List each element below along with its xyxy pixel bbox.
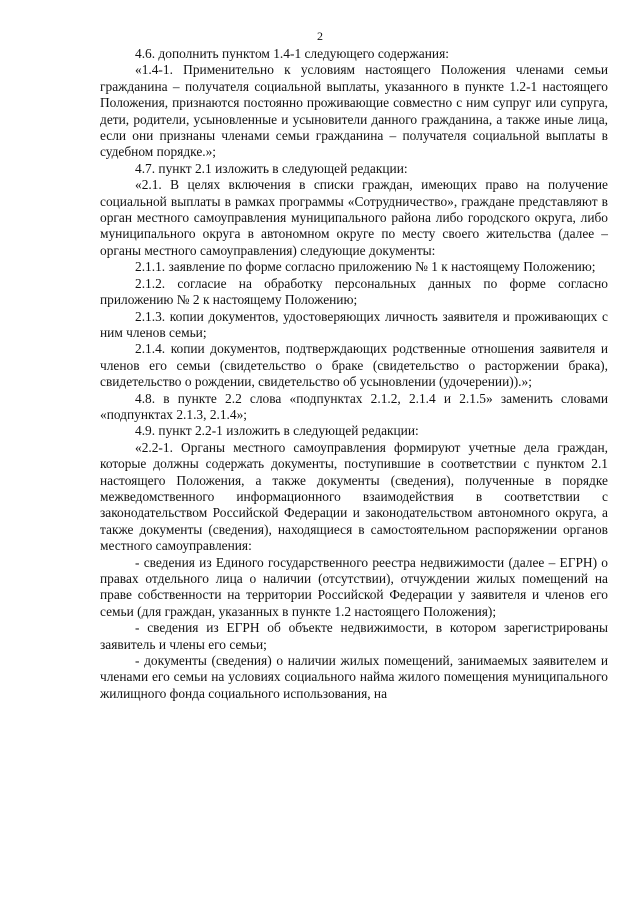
paragraph-clause-2-1-4: 2.1.4. копии документов, подтверждающих родственные отношения заявителя и членов его семьи (свидетельство о браке (свидетельство о расторжении брака), свидетельство о рождении, свидетельство об усыновлении (удочерении)).»; [100,341,608,390]
paragraph-clause-1-4-1: «1.4-1. Применительно к условиям настоящего Положения членами семьи гражданина – получателя социальной выплаты, указанного в пункте 1.2-1 настоящего Положения, признаются постоянно проживающие совместно с ним супруг или супруга, дети, родители, усыновленные и усыновители данного гражданина, а также иные лица, если они признаны членами семьи гражданина – получателя социальной выплаты в судебном порядке.»; [100,62,608,160]
paragraph-item-4-7: 4.7. пункт 2.1 изложить в следующей редакции: [135,160,408,176]
paragraph-item-4-9: 4.9. пункт 2.2-1 изложить в следующей редакции: [135,423,419,439]
page-number: 2 [317,29,323,43]
paragraph-clause-2-1-1: 2.1.1. заявление по форме согласно приложению № 1 к настоящему Положению; [135,259,596,275]
list-item-social-housing: - документы (сведения) о наличии жилых помещений, занимаемых заявителем и членами его семьи на условиях социального найма жилого помещения муниципального жилищного фонда социального использования, на [100,653,608,701]
list-item-egrn-rights: - сведения из Единого государственного реестра недвижимости (далее – ЕГРН) о правах отдельного лица о наличии (отсутствии), отчуждении жилых помещений на праве собственности на территории Российской Федерации у заявителя и членов его семьи (для граждан, указанных в пункте 1.2 настоящего Положения); [100,554,608,619]
paragraph-clause-2-1-3: 2.1.3. копии документов, удостоверяющих личность заявителя и проживающих с ним членов семьи; [100,308,608,340]
document-body [100,46,608,702]
paragraph-clause-2-1-2: 2.1.2. согласие на обработку персональных данных по форме согласно приложению № 2 к настоящему Положению; [100,275,608,308]
paragraph-item-4-6: 4.6. дополнить пунктом 1.4-1 следующего содержания: [135,46,449,61]
paragraph-clause-2-2-1: «2.2-1. Органы местного самоуправления формируют учетные дела граждан, которые должны содержать документы, поступившие в соответствии с пунктом 2.1 настоящего Положения, а также документы (сведения), полученные в порядке межведомственного информационного взаимодействия в соответствии с законодательством Российской Федерации и законодательством автономного округа, а также документы (сведения), находящиеся в самостоятельном распоряжении органов местного самоуправления: [100,439,608,554]
paragraph-item-4-8: 4.8. в пункте 2.2 слова «подпунктах 2.1.2, 2.1.4 и 2.1.5» заменить словами «подпунктах 2.1.3, 2.1.4»; [100,390,608,422]
list-item-egrn-object: - сведения из ЕГРН об объекте недвижимости, в котором зарегистрированы заявитель и члены его семьи; [100,620,608,652]
paragraph-clause-2-1: «2.1. В целях включения в списки граждан, имеющих право на получение социальной выплаты в рамках программы «Сотрудничество», граждане представляют в орган местного самоуправления муниципального района либо городского округа, либо муниципального округа в автономном округе по месту своего жительства (далее – органы местного самоуправления) следующие документы: [100,177,608,258]
